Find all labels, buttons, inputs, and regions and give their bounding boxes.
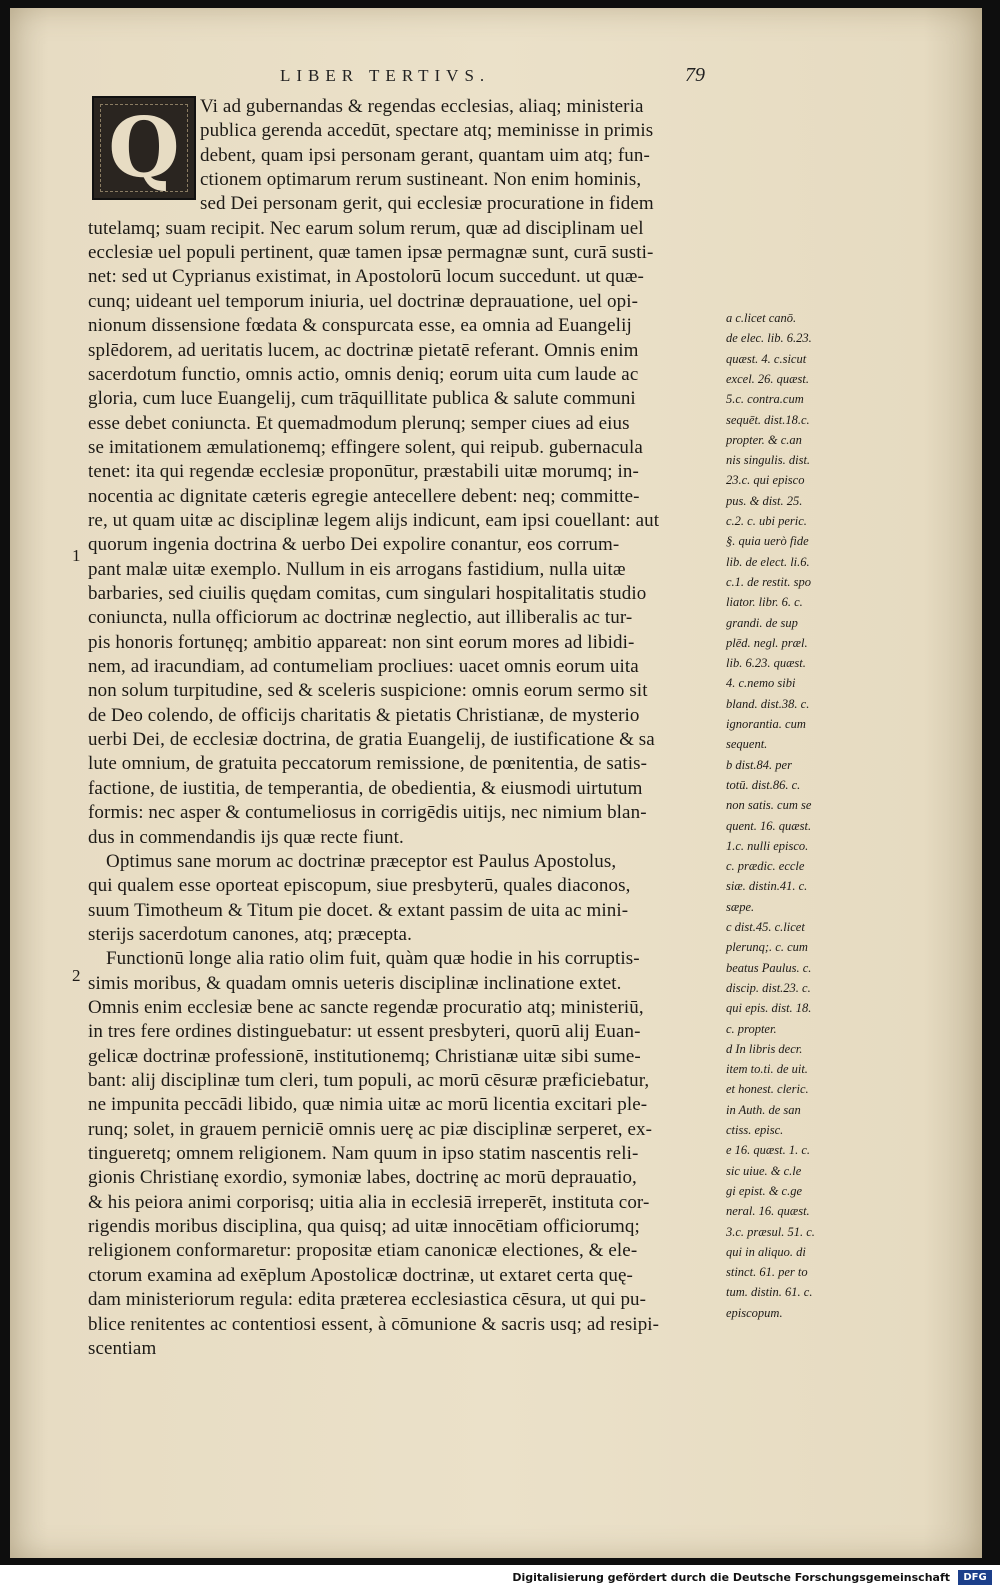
margin-note-line: qui epis. dist. 18. xyxy=(726,1001,812,1016)
margin-note-line: non satis. cum se xyxy=(726,798,812,813)
margin-note-line: e 16. quæst. 1. c. xyxy=(726,1143,811,1158)
text-line: pis honoris fortunęq; ambitio appareat: non sint eorum mores ad libidi- xyxy=(88,631,635,653)
margin-note-line: c.2. c. ubi peric. xyxy=(726,514,807,528)
text-line: & his peiora animi corporisq; uitia alia in ecclesiā irreperēt, instituta cor- xyxy=(88,1191,650,1213)
text-line: pant malæ uitæ exemplo. Nullum in eis arrogans fastidium, nulla uitæ xyxy=(88,558,626,580)
margin-note-line: 5.c. contra.cum xyxy=(726,392,804,407)
text-line: bant: alij disciplinæ tum cleri, tum populi, ac morū cēsuræ præficiebatur, xyxy=(88,1070,650,1091)
margin-note-line: excel. 26. quæst. xyxy=(726,371,809,386)
margin-note-line: lib. de elect. li.6. xyxy=(726,554,810,569)
text-line: scentiam xyxy=(88,1337,157,1359)
margin-note-line: 3.c. præsul. 51. c. xyxy=(726,1224,815,1239)
text-line: tingueretq; omnem religionem. Nam quum in ipso statim nascentis reli- xyxy=(88,1143,639,1165)
margin-note-line: b dist.84. per xyxy=(726,757,792,772)
text-line: Optimus sane morum ac doctrinæ præceptor est Paulus Apostolus, xyxy=(106,850,617,872)
margin-note-line: sic uiue. & c.le xyxy=(726,1163,802,1178)
margin-note-line: propter. & c.an xyxy=(726,432,802,447)
text-line: ctionem optimarum rerum sustineant. Non enim hominis, xyxy=(200,169,642,191)
book-page xyxy=(10,8,982,1558)
text-line: formis: nec asper & contumeliosus in corrigēdis uitijs, nec nimium blan- xyxy=(88,802,647,824)
margin-note-line: in Auth. de san xyxy=(726,1102,801,1117)
margin-note-line: beatus Paulus. c. xyxy=(726,960,812,975)
margin-note-line: d In libris decr. xyxy=(726,1041,803,1056)
text-line: Vi ad gubernandas & regendas ecclesias, aliaq; ministeria xyxy=(200,96,644,117)
margin-note-line: de elec. lib. 6.23. xyxy=(726,331,812,346)
margin-note-line: c. prædic. eccle xyxy=(726,859,805,874)
text-line: cunq; uideant uel temporum iniuria, uel doctrinæ deprauatione, uel opi- xyxy=(88,290,639,312)
margin-note-line: ignorantia. cum xyxy=(726,717,806,731)
text-line: runq; solet, in grauem perniciē omnis uerę ac piæ disciplinæ serperet, ex- xyxy=(88,1118,653,1140)
running-head: LIBER TERTIVS. xyxy=(280,66,491,85)
text-line: quorum ingenia doctrina & uerbo Dei expolire conantur, eos corrum- xyxy=(88,534,620,556)
margin-note-line: c. propter. xyxy=(726,1021,777,1036)
text-line: debent, quam ipsi personam gerant, quantam uim atq; fun- xyxy=(200,144,650,166)
text-line: barbaries, sed ciuilis quędam comitas, cum singulari hospitalitatis studio xyxy=(88,583,647,604)
margin-note-line: ctiss. episc. xyxy=(726,1123,784,1137)
section-number: 1 xyxy=(72,546,81,565)
text-line: sterijs sacerdotum canones, atq; præcepta. xyxy=(88,923,412,945)
margin-note-line: pus. & dist. 25. xyxy=(726,493,803,508)
text-line: gelicæ doctrinæ professionē, institutionemq; Christianæ uitæ sibi sume- xyxy=(88,1045,641,1067)
text-line: gionis Christianę exordio, symoniæ labes, doctrinę ac morū deprauatio, xyxy=(88,1167,637,1189)
text-line: factione, de iustitia, de temperantia, de obedientia, & eiusmodi uirtutum xyxy=(88,777,643,799)
margin-note-line: 23.c. qui episco xyxy=(726,473,805,488)
dfg-logo: DFG xyxy=(958,1570,992,1585)
margin-note-line: siæ. distin.41. c. xyxy=(726,879,808,894)
margin-note-line: qui in aliquo. di xyxy=(726,1244,806,1259)
margin-note-line: c dist.45. c.licet xyxy=(726,920,805,934)
margin-note-line: gi epist. & c.ge xyxy=(726,1183,803,1198)
margin-note-line: neral. 16. quæst. xyxy=(726,1204,810,1219)
text-line: sacerdotum functio, omnis actio, omnis deniq; eorum uita cum laude ac xyxy=(88,363,639,385)
initial-letter: Q xyxy=(108,100,180,196)
text-line: rigendis moribus disciplina, qua quisq; ad uitæ innocētiam officiorumq; xyxy=(88,1216,640,1238)
footer-credit: Digitalisierung gefördert durch die Deutsche Forschungsgemeinschaft xyxy=(512,1571,950,1584)
text-line: tenet: ita qui regendæ ecclesiæ proponūtur, præstabili uitæ morumq; in- xyxy=(88,461,639,483)
text-line: lute omnium, de gratuita peccatorum remissione, de pœnitentia, de satis- xyxy=(88,753,648,775)
text-line: religionem conformaretur: propositæ etiam canonicæ electiones, & ele- xyxy=(88,1240,638,1262)
text-line: nionum dissensione fœdata & conspurcata esse, ea omnia ad Euangelij xyxy=(88,315,632,337)
text-line: net: sed ut Cyprianus existimat, in Apostolorū locum succedunt. ut quæ- xyxy=(88,266,644,288)
margin-note-line: 1.c. nulli episco. xyxy=(726,838,809,853)
text-line: ne impunita peccādi libido, quæ nimia uitæ ac morū licentia excitari ple- xyxy=(88,1094,648,1116)
margin-note-line: lib. 6.23. quæst. xyxy=(726,656,806,671)
text-line: dam ministeriorum regula: edita præterea ecclesiastica cēsura, ut qui pu- xyxy=(88,1289,647,1311)
page-number: 79 xyxy=(685,64,705,86)
text-line: de Deo colendo, de officijs charitatis & pietatis Christianæ, de mysterio xyxy=(88,704,640,726)
text-line: re, ut quam uitæ ac disciplinæ legem alijs indicunt, eam ipsi couellant: aut xyxy=(88,509,660,531)
margin-note-line: episcopum. xyxy=(726,1305,783,1320)
margin-note-line: totū. dist.86. c. xyxy=(726,777,801,792)
text-line: publica gerenda accedūt, spectare atq; meminisse in primis xyxy=(200,120,654,142)
margin-note-line: sequent. xyxy=(726,737,768,752)
margin-note-line: item to.ti. de uit. xyxy=(726,1062,808,1077)
margin-note-line: nis singulis. dist. xyxy=(726,453,811,468)
margin-note-line: tum. distin. 61. c. xyxy=(726,1285,813,1300)
text-line: gloria, cum luce Euangelij, cum trāquillitate publica & salute communi xyxy=(88,388,636,410)
text-line: se imitationem æmulationemq; effingere solent, qui reipub. gubernacula xyxy=(88,436,643,458)
margin-note-line: discip. dist.23. c. xyxy=(726,980,811,995)
text-line: suum Timotheum & Titum pie docet. & extant passim de uita ac mini- xyxy=(88,899,629,921)
margin-note-line: grandi. de sup xyxy=(726,615,798,630)
text-line: uerbi Dei, de ecclesiæ doctrina, de gratia Euangelij, de iustificatione & sa xyxy=(88,729,655,751)
text-line: Omnis enim ecclesiæ bene ac sancte regendæ procuratio atq; ministeriū, xyxy=(88,996,644,1018)
text-line: sed Dei personam gerit, qui ecclesiæ procuratione in fidem xyxy=(200,193,654,215)
text-line: blice renitentes ac contentiosi essent, à cōmunione & sacris usq; ad resipi- xyxy=(88,1313,660,1335)
section-number: 2 xyxy=(72,966,81,985)
text-line: nocentia ac dignitate cæteris egregie antecellere debent: neq; committe- xyxy=(88,485,640,507)
margin-note-line: plēd. negl. præl. xyxy=(726,635,808,650)
margin-note-line: quent. 16. quæst. xyxy=(726,818,812,833)
margin-note-line: sequēt. dist.18.c. xyxy=(726,412,810,427)
margin-note-line: bland. dist.38. c. xyxy=(726,696,810,711)
digitization-footer xyxy=(0,1565,1000,1593)
text-line: ecclesiæ uel populi pertinent, quæ tamen ipsæ permagnæ sunt, curā susti- xyxy=(88,242,654,264)
decorated-initial xyxy=(92,96,196,200)
text-line: tutelamq; suam recipit. Nec earum solum rerum, quæ ad disciplinam uel xyxy=(88,217,644,239)
margin-note-line: et honest. cleric. xyxy=(726,1082,809,1097)
text-line: simis moribus, & quadam omnis ueteris disciplinæ inclinatione extet. xyxy=(88,972,622,994)
margin-note-line: 4. c.nemo sibi xyxy=(726,676,796,691)
text-line: esse debet coniuncta. Et quemadmodum plerunq; semper ciues ad eius xyxy=(88,412,630,434)
text-line: ctorum examina ad exēplum Apostolicæ doctrinæ, ut extaret certa quę- xyxy=(88,1264,633,1286)
margin-note-line: stinct. 61. per to xyxy=(726,1265,808,1280)
margin-note-line: plerunq;. c. cum xyxy=(726,940,808,955)
text-line: qui qualem esse oporteat episcopum, siue presbyterū, quales diaconos, xyxy=(88,875,631,897)
margin-note-line: §. quia uerò fide xyxy=(726,534,809,549)
margin-note-line: liator. libr. 6. c. xyxy=(726,595,803,610)
text-line: in tres fere ordines distinguebatur: ut essent presbyteri, quorū alij Euan- xyxy=(88,1021,641,1043)
margin-note-line: c.1. de restit. spo xyxy=(726,574,811,589)
text-line: splēdorem, ad ueritatis lucem, ac doctrinæ pietatē referant. Omnis enim xyxy=(88,339,639,361)
text-line: Functionū longe alia ratio olim fuit, quàm quæ hodie in his corruptis- xyxy=(106,948,640,970)
margin-note-line: a c.licet canō. xyxy=(726,311,797,325)
margin-note-line: sæpe. xyxy=(726,899,755,914)
margin-note-line: quæst. 4. c.sicut xyxy=(726,351,807,366)
text-line: non solum turpitudine, sed & sceleris suspicione: omnis eorum sermo sit xyxy=(88,680,648,702)
text-line: nem, ad iracundiam, ad contumeliam procliues: uacet omnis eorum uita xyxy=(88,656,639,678)
text-line: coniuncta, nulla officiorum ac doctrinæ neglectio, aut illiberalis ac tur- xyxy=(88,607,633,629)
text-line: dus in commendandis ijs quæ recte fiunt. xyxy=(88,826,404,848)
